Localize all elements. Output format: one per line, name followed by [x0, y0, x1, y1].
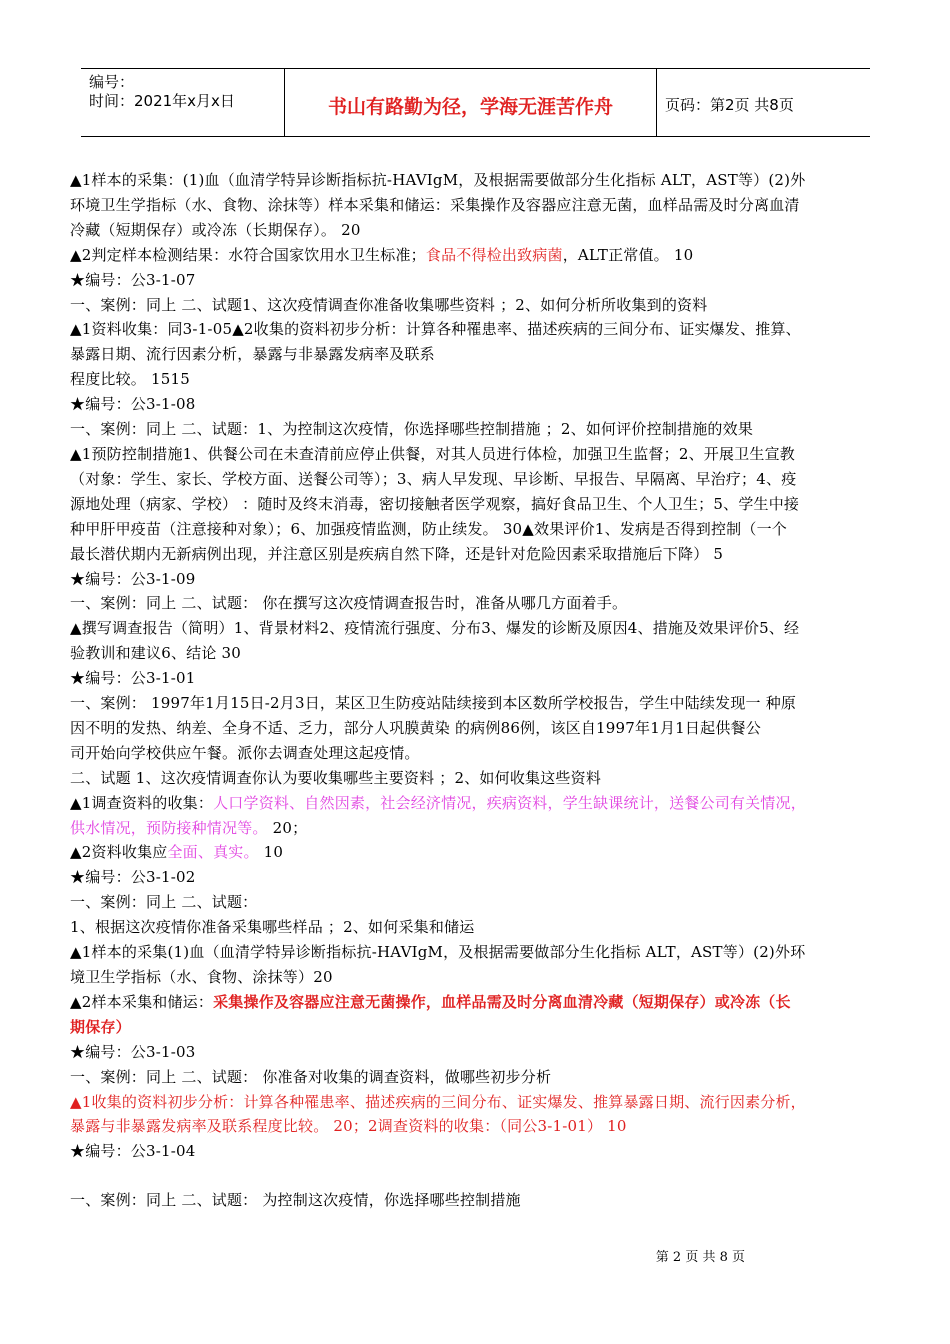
text-line — [70, 243, 892, 268]
header-page-info: 页码：第2页 共8页 — [665, 96, 794, 114]
text-line: 一、案例： 1997年1月15日-2月3日，某区卫生防疫站陆续接到本区数所学校报告，学生中陆续发现一 种原 — [70, 694, 797, 713]
item-number: ★编号：公3-1-01 — [70, 669, 196, 688]
text-line: 一、案例：同上 二、试题： 为控制这次疫情，你选择哪些控制措施 — [70, 1191, 521, 1210]
text-line: 种甲肝甲疫苗（注意接种对象）；6、加强疫情监测，防止续发。 30▲效果评价1、发病是否得到控制（一个 — [70, 519, 787, 538]
text-line: （对象：学生、家长、学校方面、送餐公司等）；3、病人早发现、早诊断、早报告、早隔离、早治疗；4、疫 — [70, 469, 797, 488]
number-label: 编号： — [89, 73, 135, 91]
text-run: 10 — [258, 843, 284, 862]
header-left-cell — [81, 69, 284, 136]
header-right-cell — [657, 69, 870, 136]
text-line: 境卫生学指标（水、食物、涂抹等）20 — [70, 968, 333, 986]
highlight-red: 食品不得检出致病菌 — [425, 245, 563, 264]
highlight-magenta: 人口学资料、自然因素，社会经济情况，疾病资料，学生缺课统计，送餐公司有关情况， — [213, 793, 806, 812]
text-line — [70, 990, 892, 1015]
text-line: ▲1预防控制措施1、供餐公司在未查清前应停止供餐，对其人员进行体检，加强卫生监督；2、开展卫生宣教 — [70, 444, 795, 463]
document-body — [70, 168, 892, 1213]
text-line: 司开始向学校供应午餐。派你去调查处理这起疫情。 — [70, 743, 420, 762]
text-line: ▲1样本的采集：(1)血（血清学特异诊断指标抗-HAVIgM，及根据需要做部分生化指标 ALT，AST等）(2)外 — [70, 171, 806, 189]
text-line: 一、案例：同上 二、试题： 你准备对收集的调查资料，做哪些初步分析 — [70, 1067, 552, 1086]
text-line: ▲1资料收集：同3-1-05▲2收集的资料初步分析：计算各种罹患率、描述疾病的三间分布、证实爆发、推算、 — [70, 320, 801, 339]
highlight-red: ▲1收集的资料初步分析：计算各种罹患率、描述疾病的三间分布、证实爆发、推算暴露日期、流行因素分析， — [70, 1092, 806, 1111]
text-line: ▲撰写调查报告（简明）1、背景材料2、疫情流行强度、分布3、爆发的诊断及原因4、措施及效果评价5、经 — [70, 619, 800, 638]
text-line: 二、试题 1、这次疫情调查你认为要收集哪些主要资料 ；2、如何收集这些资料 — [70, 768, 602, 787]
text-run: 20； — [267, 818, 308, 837]
text-line: 程度比较。 1515 — [70, 370, 190, 389]
highlight-magenta: 供水情况，预防接种情况等。 — [70, 818, 268, 837]
item-number: ★编号：公3-1-08 — [70, 395, 196, 414]
text-run: ▲2判定样本检测结果：水符合国家饮用水卫生标准； — [70, 245, 426, 264]
text-line: 环境卫生学指标（水、食物、涂抹等）样本采集和储运：采集操作及容器应注意无菌，血样品需及时分离血清 — [70, 195, 800, 214]
text-line: 因不明的发热、纳差、全身不适、乏力，部分人巩膜黄染 的病例86例，该区自1997年1月1日起供餐公 — [70, 718, 761, 737]
footer-page-number: 第 2 页 共 8 页 — [655, 1250, 745, 1265]
text-line: 1、根据这次疫情你准备采集哪些样品 ；2、如何采集和储运 — [70, 918, 475, 937]
page-header — [81, 68, 870, 137]
text-line: 一、案例：同上 二、试题1、这次疫情调查你准备收集哪些资料 ；2、如何分析所收集到的资料 — [70, 295, 708, 314]
text-line: 最长潜伏期内无新病例出现，并注意区别是疾病自然下降，还是针对危险因素采取措施后下降） 5 — [70, 544, 724, 563]
text-run: ▲2样本采集和储运： — [70, 992, 214, 1011]
header-motto-cell — [284, 69, 657, 136]
text-line — [70, 791, 892, 816]
text-line: 一、案例：同上 二、试题：1、为控制这次疫情，你选择哪些控制措施 ；2、如何评价控制措施的效果 — [70, 420, 754, 439]
highlight-magenta: 全面、真实。 — [167, 843, 259, 862]
item-number: ★编号：公3-1-07 — [70, 270, 196, 289]
text-line: 一、案例：同上 二、试题： — [70, 893, 258, 912]
highlight-red-bold: 期保存） — [70, 1017, 131, 1036]
text-line: ▲1样本的采集(1)血（血清学特异诊断指标抗-HAVIgM，及根据需要做部分生化指标 ALT，AST等）(2)外环 — [70, 943, 806, 962]
time-line: 时间：2021年x月x日 — [89, 92, 235, 110]
page-footer — [0, 1246, 950, 1265]
text-run: ▲1调查资料的收集： — [70, 793, 214, 812]
highlight-red-bold: 采集操作及容器应注意无菌操作，血样品需及时分离血清冷藏（短期保存）或冷冻（长 — [213, 992, 791, 1011]
highlight-red: 暴露与非暴露发病率及联系程度比较。 20；2调查资料的收集：（同公3-1-01） 10 — [70, 1117, 627, 1136]
item-number: ★编号：公3-1-09 — [70, 569, 196, 588]
text-line: 暴露日期、流行因素分析，暴露与非暴露发病率及联系 — [70, 345, 435, 364]
item-number: ★编号：公3-1-02 — [70, 868, 196, 887]
text-line: 一、案例：同上 二、试题： 你在撰写这次疫情调查报告时，准备从哪几方面着手。 — [70, 594, 628, 613]
text-line: 验教训和建议6、结论 30 — [70, 644, 241, 663]
item-number: ★编号：公3-1-03 — [70, 1042, 196, 1061]
text-line — [70, 816, 892, 841]
text-run: ，ALT正常值。 10 — [562, 245, 694, 264]
item-number: ★编号：公3-1-04 — [70, 1142, 196, 1161]
text-run: ▲2资料收集应 — [70, 843, 168, 862]
header-motto: 书山有路勤为径，学海无涯苦作舟 — [327, 96, 613, 118]
text-line: 源地处理（病家、学校） ：随时及终末消毒，密切接触者医学观察，搞好食品卫生、个人卫生；5、学生中接 — [70, 494, 800, 513]
text-line: 冷藏（短期保存）或冷冻（长期保存）。 20 — [70, 220, 361, 239]
text-line — [70, 840, 892, 865]
